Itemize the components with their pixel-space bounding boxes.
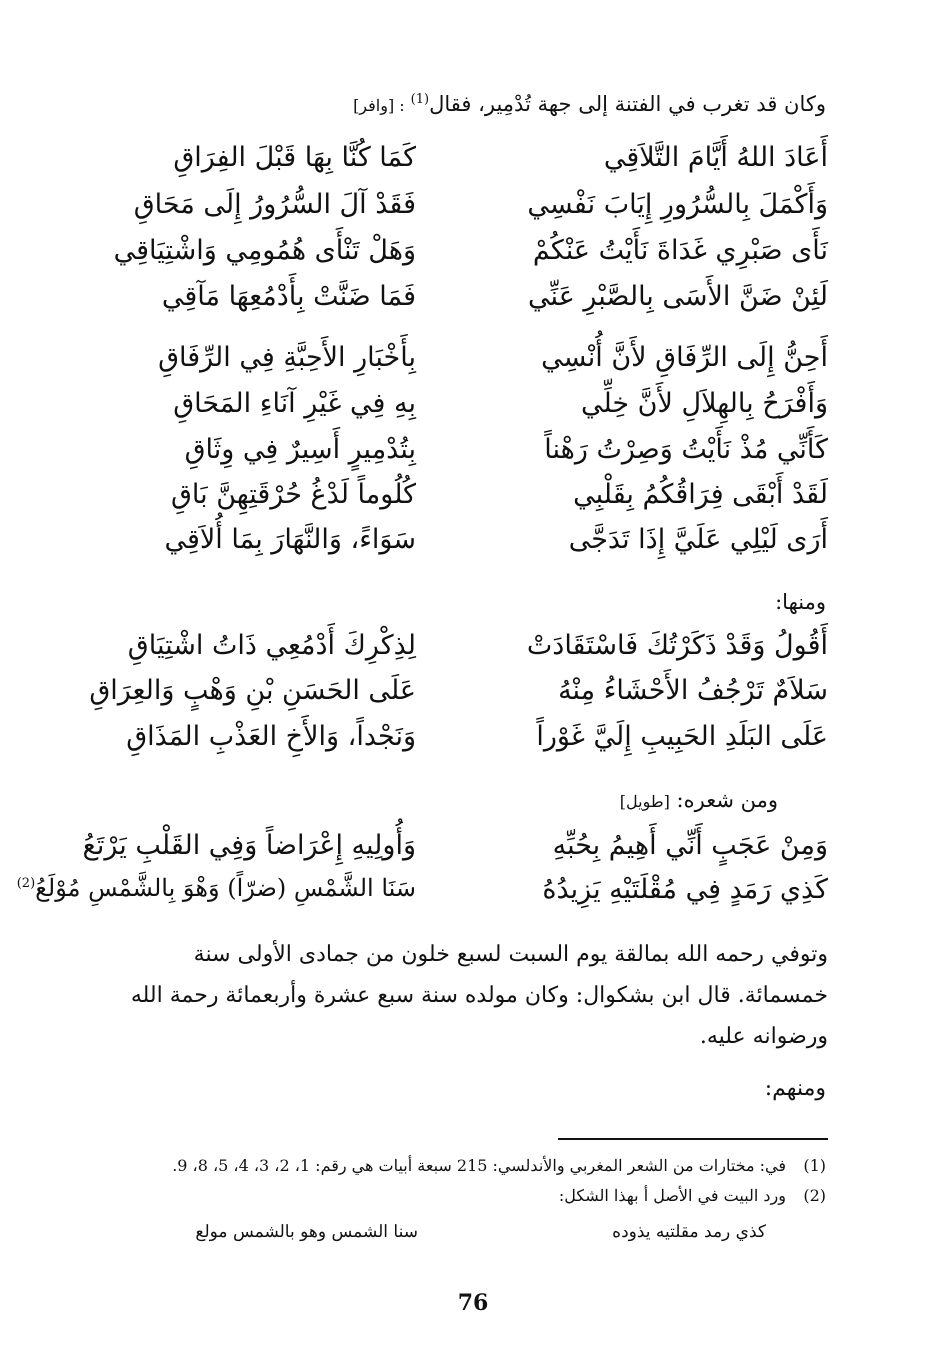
- section-label-text: ومن شعره:: [676, 788, 778, 812]
- prose-line: ورضوانه عليه.: [699, 1024, 828, 1049]
- second-hemistich: عَلَى الحَسَنِ بْنِ وَهْبٍ وَالعِرَاقِ: [89, 675, 416, 706]
- second-hemistich: كُلُوماً لَدْغُ حُرْقَتِهِنَّ بَاقِ: [170, 479, 416, 510]
- first-hemistich: لَئِنْ ضَنَّ الأَسَى بِالصَّبْرِ عَنِّي: [528, 281, 828, 312]
- footnote-text: في: مختارات من الشعر المغربي والأندلسي: 215 سبعة أبيات هي رقم: 1، 2، 3، 4، 5، 8، 9.: [172, 1156, 786, 1175]
- footnote: [559, 1186, 826, 1205]
- intro-line: [353, 92, 826, 116]
- second-hemistich: بِتُدْمِيرٍ أَسِيرٌ فِي وِثَاقِ: [184, 434, 416, 465]
- second-hemistich: لِذِكْرِكَ أَدْمُعِي ذَاتُ اشْتِيَاقِ: [127, 630, 416, 661]
- first-hemistich: أَرَى لَيْلِي عَلَيَّ إِذَا تَدَجَّى: [568, 524, 828, 555]
- footnote-ref-2: (2): [16, 876, 36, 891]
- second-hemistich: فَقَدْ آلَ السُّرُورُ إِلَى مَحَاقِ: [133, 189, 416, 220]
- second-hemistich: سَوَاءً، وَالنَّهَارَ بِمَا أُلاَقِي: [164, 524, 416, 555]
- second-hemistich: بِهِ فِي غَيْرِ آنَاءِ المَحَاقِ: [173, 388, 416, 419]
- second-hemistich: كَمَا كُنَّا بِهَا قَبْلَ الفِرَاقِ: [173, 142, 416, 173]
- intro-text: وكان قد تغرب في الفتنة إلى جهة تُدْمِير، فقال: [429, 92, 826, 116]
- second-hemistich: وَأُولِيهِ إِعْرَاضاً وَفِي القَلْبِ يَرْتَعُ: [82, 830, 416, 861]
- first-hemistich: أَحِنُّ إِلَى الرِّفَاقِ لأَنَّ أُنْسِي: [541, 342, 828, 373]
- first-hemistich: نَأَى صَبْرِي غَدَاةَ نَأَيْتُ عَنْكُمْ: [532, 235, 828, 266]
- verse: [0, 235, 946, 275]
- verse: [0, 342, 946, 382]
- footnote: [172, 1156, 826, 1175]
- verse: [0, 434, 946, 474]
- verse: [0, 524, 946, 564]
- footnote-verse-second-hemistich: سنا الشمس وهو بالشمس مولع: [195, 1222, 418, 1242]
- first-hemistich: أَقُولُ وَقَدْ ذَكَرْتُكَ فَاسْتَقَادَتْ: [526, 630, 828, 661]
- second-hemistich: وَنَجْداً، وَالأَخِ العَذْبِ المَذَاقِ: [126, 721, 416, 752]
- second-hemistich: [17, 874, 416, 902]
- second-hemistich: بِأَخْبَارِ الأَحِبَّةِ فِي الرِّفَاقِ: [158, 342, 416, 373]
- verse: [0, 874, 946, 914]
- verse: [0, 189, 946, 229]
- second-hemistich: وَهَلْ تَنْأَى هُمُومِي وَاشْتِيَاقِي: [113, 235, 416, 266]
- first-hemistich: عَلَى البَلَدِ الحَبِيبِ إِلَيَّ غَوْراً: [536, 721, 828, 752]
- first-hemistich: وَأَكْمَلَ بِالسُّرُورِ إِيَابَ نَفْسِي: [527, 189, 828, 220]
- meter-label: [طويل]: [619, 792, 670, 811]
- verse: [0, 721, 946, 761]
- prose-line: خمسمائة. قال ابن بشكوال: وكان مولده سنة سبع عشرة وأربعمائة رحمة الله: [130, 983, 828, 1008]
- first-hemistich: وَأَفْرَحُ بِالهِلاَلِ لأَنَّ خِلِّي: [580, 388, 828, 419]
- first-hemistich: أَعَادَ اللهُ أَيَّامَ التَّلاَقِي: [603, 142, 828, 173]
- first-hemistich: سَلاَمٌ تَرْجُفُ الأَحْشَاءُ مِنْهُ: [558, 675, 828, 706]
- verse: [0, 281, 946, 321]
- hemistich-text: سَنَا الشَّمْسِ (ضرّاً) وَهْوَ بِالشَّمْسِ مُوْلَعُ: [35, 874, 416, 902]
- section-label-minha: ومنها:: [775, 590, 826, 614]
- verse: [0, 675, 946, 715]
- section-label-min-shiirih: [620, 788, 778, 812]
- footnote-verse-first-hemistich: كذي رمد مقلتيه يذوده: [612, 1222, 766, 1242]
- verse: [0, 830, 946, 870]
- first-hemistich: وَمِنْ عَجَبٍ أَنِّي أَهِيمُ بِحُبِّهِ: [552, 830, 828, 861]
- first-hemistich: لَقَدْ أَبْقَى فِرَاقُكُمُ بِقَلْبِي: [573, 479, 828, 510]
- prose-line: وتوفي رحمه الله بمالقة يوم السبت لسبع خلون من جمادى الأولى سنة: [193, 942, 828, 967]
- meter-label: : [وافر]: [353, 96, 405, 115]
- footnote-ref-1: (1): [410, 92, 430, 107]
- first-hemistich: كَأَنِّي مُذْ نَأَيْتُ وَصِرْتُ رَهْناً: [544, 434, 828, 465]
- footnote-number: (2): [803, 1186, 826, 1205]
- footnote-number: (1): [803, 1156, 826, 1175]
- first-hemistich: كَذِي رَمَدٍ فِي مُقْلَتَيْهِ يَزِيدُهُ: [542, 874, 828, 905]
- section-label-minhum: ومنهم:: [764, 1076, 826, 1101]
- page-number: 76: [457, 1290, 489, 1316]
- verse: [0, 142, 946, 182]
- footnote-separator: [558, 1138, 828, 1140]
- verse: [0, 479, 946, 519]
- verse: [0, 630, 946, 670]
- second-hemistich: فَمَا ضَنَّتْ بِأَدْمُعِهَا مَآقِي: [161, 281, 416, 312]
- verse: [0, 388, 946, 428]
- footnote-text: ورد البيت في الأصل أ بهذا الشكل:: [558, 1186, 786, 1205]
